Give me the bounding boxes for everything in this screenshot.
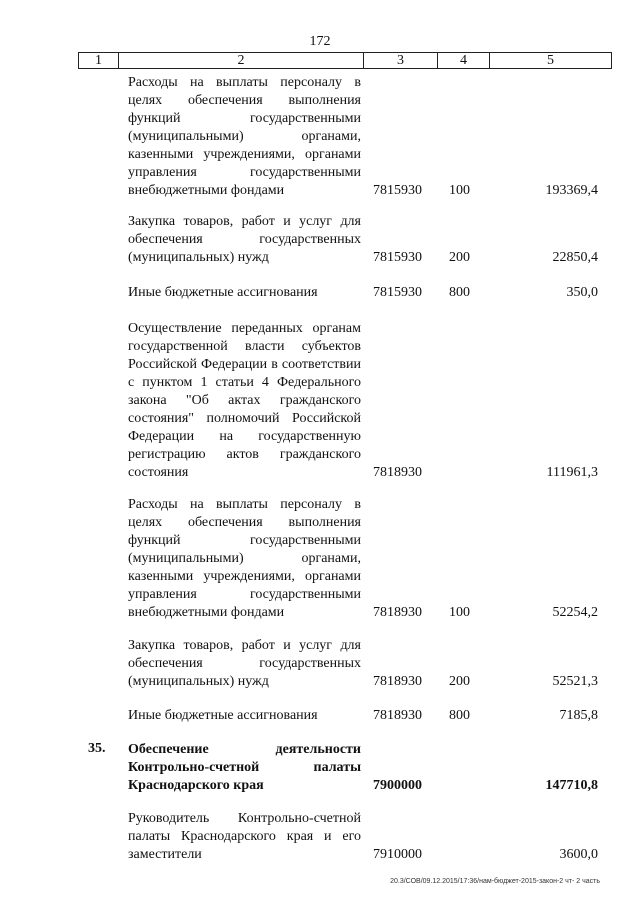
page-number: 172	[309, 34, 331, 49]
row-expense-type: 100	[449, 605, 470, 620]
column-header-4: 4	[438, 53, 490, 69]
table-row	[0, 320, 640, 482]
row-amount: 3600,0	[559, 847, 598, 862]
row-amount: 52521,3	[552, 674, 598, 689]
table-row	[0, 810, 640, 864]
row-description: Расходы на выплаты персоналу в целях обеспечения выполнения функций государственными (муниципальными) органами, казенными учреждениями, органами управления государственными внебюджетными фондами	[128, 75, 361, 198]
table-row	[0, 637, 640, 691]
column-header-5: 5	[490, 53, 612, 69]
section-row	[0, 741, 640, 795]
column-header-3: 3	[364, 53, 438, 69]
row-code: 7815930	[373, 250, 422, 265]
row-expense-type: 100	[449, 183, 470, 198]
table-row	[0, 284, 640, 302]
row-code: 7818930	[373, 674, 422, 689]
column-header-2: 2	[119, 53, 364, 69]
footer-file-stamp: 20.3/СОВ/09.12.2015/17:36/нам-бюджет-2015-закон-2 чт- 2 часть	[390, 878, 600, 885]
section-number: 35.	[88, 741, 106, 756]
row-amount: 22850,4	[552, 250, 598, 265]
table-row	[0, 74, 640, 200]
row-description: Закупка товаров, работ и услуг для обеспечения государственных (муниципальных) нужд	[128, 214, 361, 265]
row-description: Иные бюджетные ассигнования	[128, 708, 318, 723]
row-code: 7818930	[373, 465, 422, 480]
row-expense-type: 800	[449, 285, 470, 300]
row-code: 7818930	[373, 708, 422, 723]
row-code: 7910000	[373, 847, 422, 862]
row-description: Руководитель Контрольно-счетной палаты Краснодарского края и его заместители	[128, 811, 361, 862]
row-description: Осуществление переданных органам государственной власти субъектов Российской Федерации в соответствии с пунктом 1 статьи 4 Федерального закона "Об актах гражданского состояния" полномочий Российской Федерации на государственную регистрацию актов гражданского состояния	[128, 321, 361, 480]
row-code: 7818930	[373, 605, 422, 620]
row-amount: 7185,8	[559, 708, 598, 723]
row-code: 7815930	[373, 285, 422, 300]
row-description: Закупка товаров, работ и услуг для обеспечения государственных (муниципальных) нужд	[128, 638, 361, 689]
row-code: 7900000	[373, 778, 422, 793]
row-expense-type: 800	[449, 708, 470, 723]
row-expense-type: 200	[449, 674, 470, 689]
column-header-table	[78, 52, 612, 69]
row-description: Иные бюджетные ассигнования	[128, 285, 318, 300]
section-title: Обеспечение деятельности Контрольно-счетной палаты Краснодарского края	[128, 742, 361, 793]
table-row	[0, 707, 640, 725]
table-row	[0, 496, 640, 622]
row-expense-type: 200	[449, 250, 470, 265]
column-header-1: 1	[79, 53, 119, 69]
row-amount: 111961,3	[546, 465, 598, 480]
row-description: Расходы на выплаты персоналу в целях обеспечения выполнения функций государственными (муниципальными) органами, казенными учреждениями, органами управления государственными внебюджетными фондами	[128, 497, 361, 620]
row-amount: 350,0	[566, 285, 598, 300]
table-row	[0, 213, 640, 267]
row-amount: 52254,2	[552, 605, 598, 620]
row-amount: 147710,8	[545, 778, 598, 793]
row-amount: 193369,4	[545, 183, 598, 198]
row-code: 7815930	[373, 183, 422, 198]
